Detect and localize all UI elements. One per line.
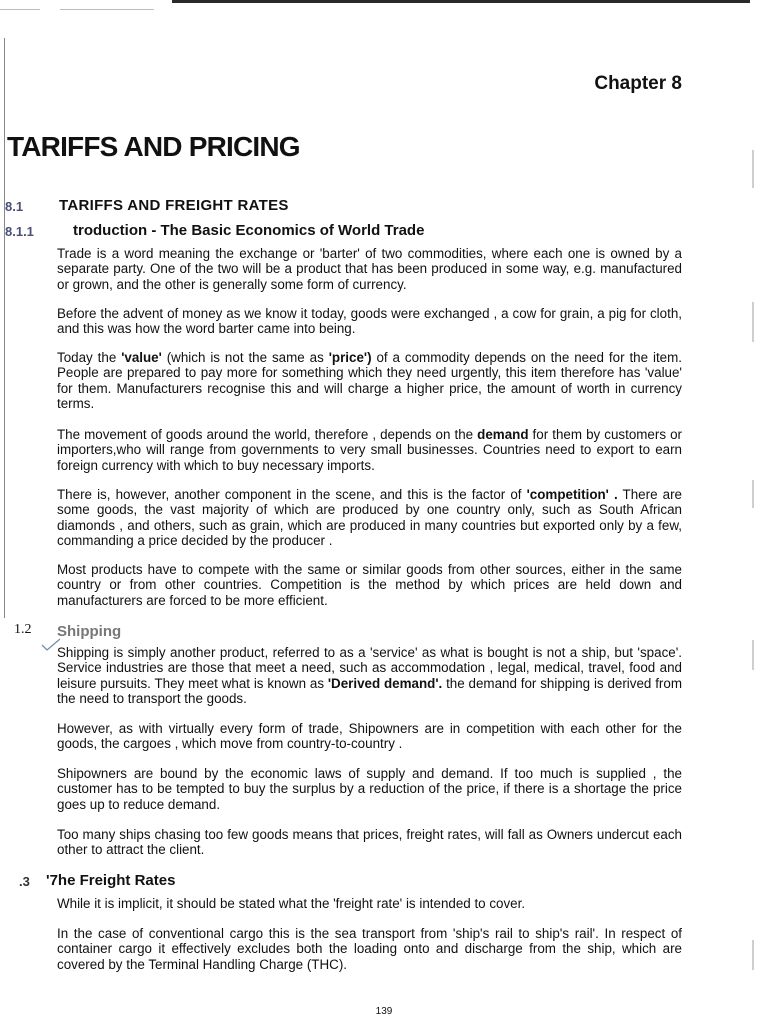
paragraph: Trade is a word meaning the exchange or 'barter' of two commodities, where each one is owned by a separate party. One of the two will be a product that has been produced in some way, e.g. manufactured or grown, and the other is generally some form of currency. — [57, 246, 682, 292]
paragraph: The movement of goods around the world, therefore , depends on the demand for them by customers or importers,who will range from governments to very small businesses. Countries need to export to earn foreign currency with which to buy necessary imports. — [57, 427, 682, 473]
right-margin-mark — [752, 480, 754, 508]
paragraph: Too many ships chasing too few goods means that prices, freight rates, will fall as Owners undercut each other to attract the client. — [57, 827, 682, 858]
page-number: 139 — [375, 1006, 393, 1017]
right-margin-mark — [752, 150, 754, 188]
section-heading: TARIFFS AND FREIGHT RATES — [59, 197, 289, 214]
right-margin-mark — [752, 640, 754, 670]
paragraph: In the case of conventional cargo this is the sea transport from 'ship's rail to ship's rail'. In respect of container cargo it effectively excludes both the loading onto and discharge from the ship, which are covered by the Terminal Handling Charge (THC). — [57, 926, 682, 972]
right-margin-mark — [752, 940, 754, 970]
paragraph: However, as with virtually every form of trade, Shipowners are in competition with each other for the goods, the cargoes , which move from country-to-country . — [57, 721, 682, 752]
paragraph: Shipowners are bound by the economic laws of supply and demand. If too much is supplied , the customer has to be tempted to buy the surplus by a reduction of the price, if there is a shortage the price goes up to reduce demand. — [57, 766, 682, 812]
paragraph: Before the advent of money as we know it today, goods were exchanged , a cow for grain, a pig for cloth, and this was how the word barter came into being. — [57, 306, 682, 337]
subsection-number: 8.1.1 — [5, 224, 34, 239]
top-rule — [172, 0, 750, 3]
subsection-heading: '7he Freight Rates — [46, 872, 176, 889]
right-margin-mark — [752, 302, 754, 342]
top-rule-short-1 — [0, 9, 40, 10]
subsection-number: .3 — [19, 874, 30, 889]
paragraph: There is, however, another component in the scene, and this is the factor of 'competition' . There are some goods, the vast majority of which are produced by one country only, such as South African diamonds , and others, such as grain, which are produced in many countries but exported only by a few, commanding a price decided by the producer . — [57, 487, 682, 549]
left-margin-line — [4, 38, 5, 618]
page-title: TARIFFS AND PRICING — [7, 131, 300, 162]
chapter-label: Chapter 8 — [594, 73, 682, 94]
subsection-heading: troduction - The Basic Economics of World Trade — [73, 222, 425, 239]
section-number: 8.1 — [5, 199, 24, 214]
paragraph: Today the 'value' (which is not the same as 'price') of a commodity depends on the need for the item. People are prepared to pay more for something which they need urgently, this item therefore has 'value' for them. Manufacturers recognise this and will charge a higher price, the amount of worth in currency terms. — [57, 350, 682, 412]
paragraph: Most products have to compete with the same or similar goods from other sources, either in the same country or from other countries. Competition is the method by which prices are held down and manufacturers are forced to be more efficient. — [57, 562, 682, 608]
paragraph: Shipping is simply another product, referred to as a 'service' as what is bought is not a ship, but 'space'. Service industries are those that meet a need, such as accommodation , legal, medical, travel, food and leisure pursuits. They meet what is known as 'Derived demand'. the demand for shipping is derived from the need to transport the goods. — [57, 645, 682, 707]
top-rule-short-2 — [60, 9, 154, 10]
subsection-number: 1.2 — [14, 622, 32, 637]
paragraph: While it is implicit, it should be stated what the 'freight rate' is intended to cover. — [57, 896, 526, 911]
subsection-heading: Shipping — [57, 623, 122, 640]
